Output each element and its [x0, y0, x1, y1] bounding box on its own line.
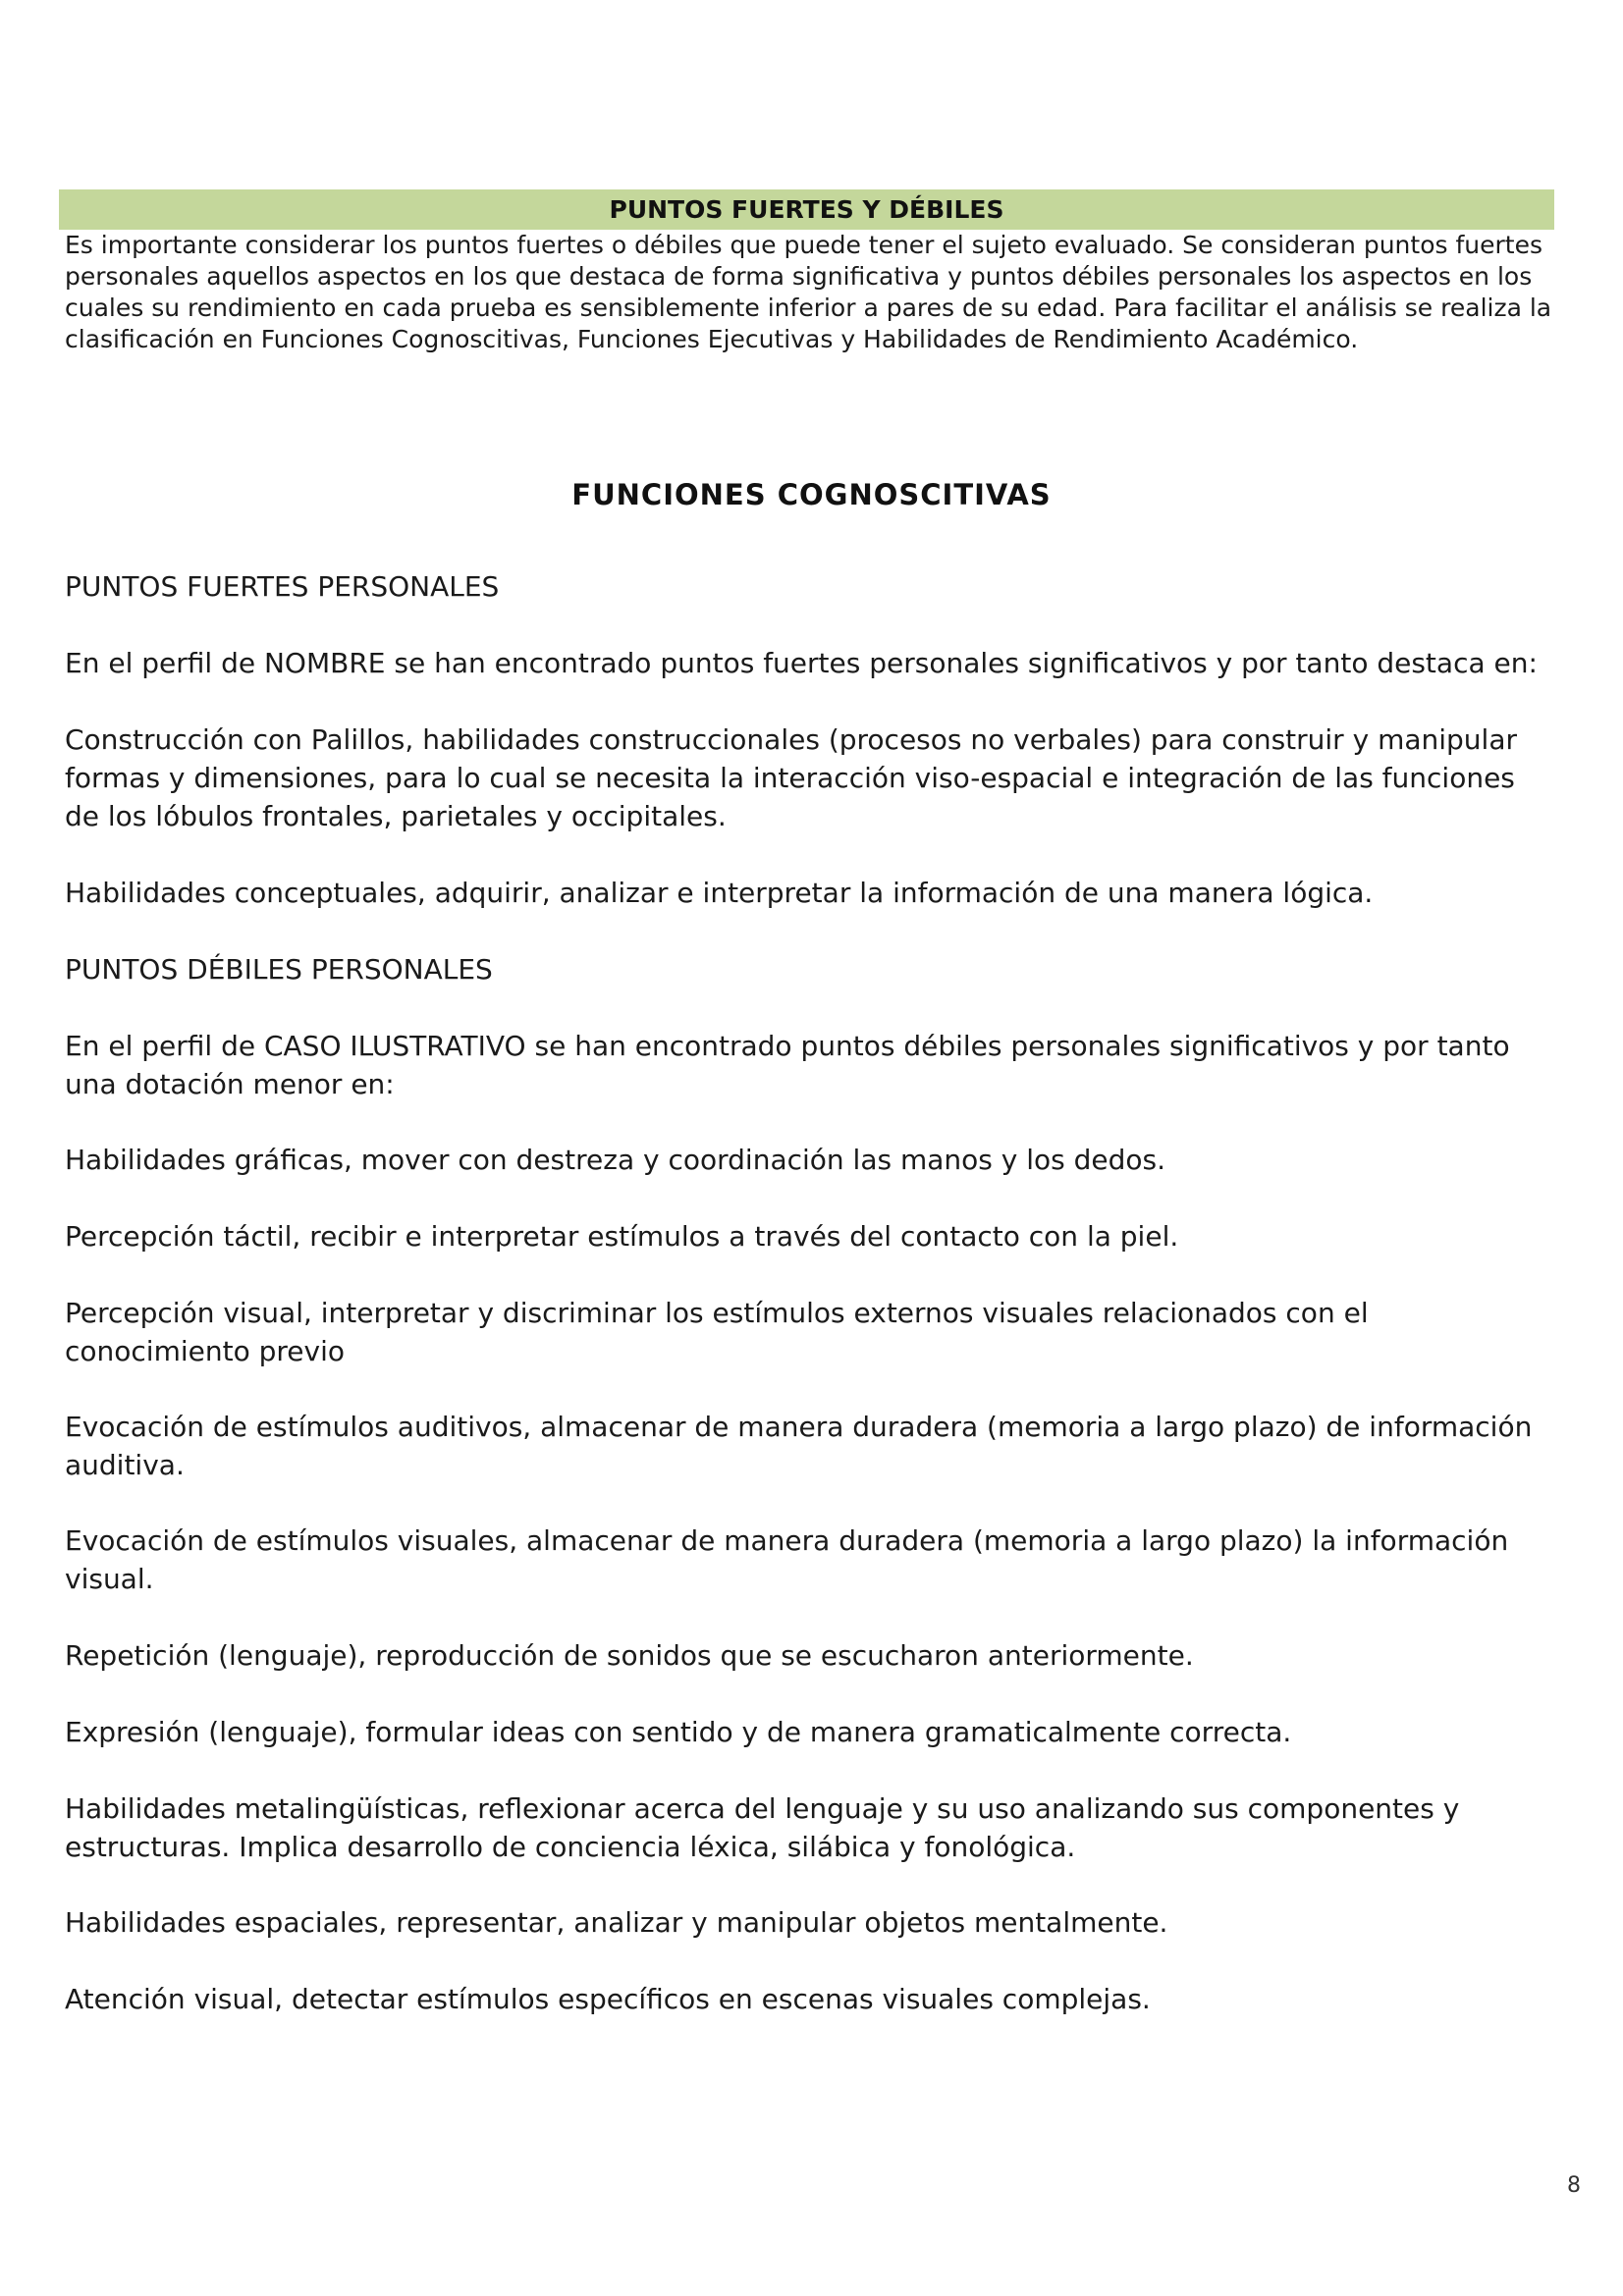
weakness-item: Expresión (lenguaje), formular ideas con sentido y de manera gramaticalmente correcta. — [65, 1716, 1292, 1748]
weakness-item: Percepción táctil, recibir e interpretar estímulos a través del contacto con la piel. — [65, 1220, 1179, 1253]
weakness-item: Habilidades espaciales, representar, analizar y manipular objetos mentalmente. — [65, 1906, 1168, 1939]
weakness-item: Habilidades gráficas, mover con destreza y coordinación las manos y los dedos. — [65, 1144, 1166, 1176]
section-title: FUNCIONES COGNOSCITIVAS — [571, 478, 1052, 511]
weakness-item: Atención visual, detectar estímulos específicos en escenas visuales complejas. — [65, 1983, 1151, 2015]
section-banner: PUNTOS FUERTES Y DÉBILES — [59, 189, 1554, 230]
weakness-item: Habilidades metalingüísticas, reflexionar acerca del lenguaje y su uso analizando sus componentes y estructuras. Implica desarrollo de conciencia léxica, silábica y fonológica. — [65, 1792, 1460, 1863]
strengths-intro: En el perfil de NOMBRE se han encontrado puntos fuertes personales significativos y por tanto destaca en: — [65, 647, 1538, 679]
weaknesses-heading: PUNTOS DÉBILES PERSONALES — [65, 953, 493, 986]
weaknesses-intro: En el perfil de CASO ILUSTRATIVO se han encontrado puntos débiles personales significativos y por tanto una dotación menor en: — [65, 1030, 1510, 1100]
strength-item: Habilidades conceptuales, adquirir, analizar e interpretar la información de una manera lógica. — [65, 877, 1374, 909]
intro-paragraph: Es importante considerar los puntos fuertes o débiles que puede tener el sujeto evaluado. Se consideran puntos fuertes personales aquellos aspectos en los que destaca de forma significativa y puntos débiles personales los aspectos en los cuales su rendimiento en cada prueba es sensiblemente inferior a pares de su edad. Para facilitar el análisis se realiza la clasificación en Funciones Cognoscitivas, Funciones Ejecutivas y Habilidades de Rendimiento Académico. — [65, 231, 1552, 353]
strength-item: Construcción con Palillos, habilidades construccionales (procesos no verbales) para construir y manipular formas y dimensiones, para lo cual se necesita la interacción viso-espacial e integración de las funciones de los lóbulos frontales, parietales y occipitales. — [65, 723, 1517, 832]
page-number: 8 — [1567, 2173, 1581, 2198]
strengths-heading: PUNTOS FUERTES PERSONALES — [65, 570, 500, 603]
weakness-item: Repetición (lenguaje), reproducción de sonidos que se escucharon anteriormente. — [65, 1639, 1194, 1672]
weakness-item: Percepción visual, interpretar y discriminar los estímulos externos visuales relacionados con el conocimiento previo — [65, 1297, 1369, 1367]
weakness-item: Evocación de estímulos auditivos, almacenar de manera duradera (memoria a largo plazo) de información auditiva. — [65, 1411, 1533, 1481]
weakness-item: Evocación de estímulos visuales, almacenar de manera duradera (memoria a largo plazo) la información visual. — [65, 1524, 1509, 1595]
